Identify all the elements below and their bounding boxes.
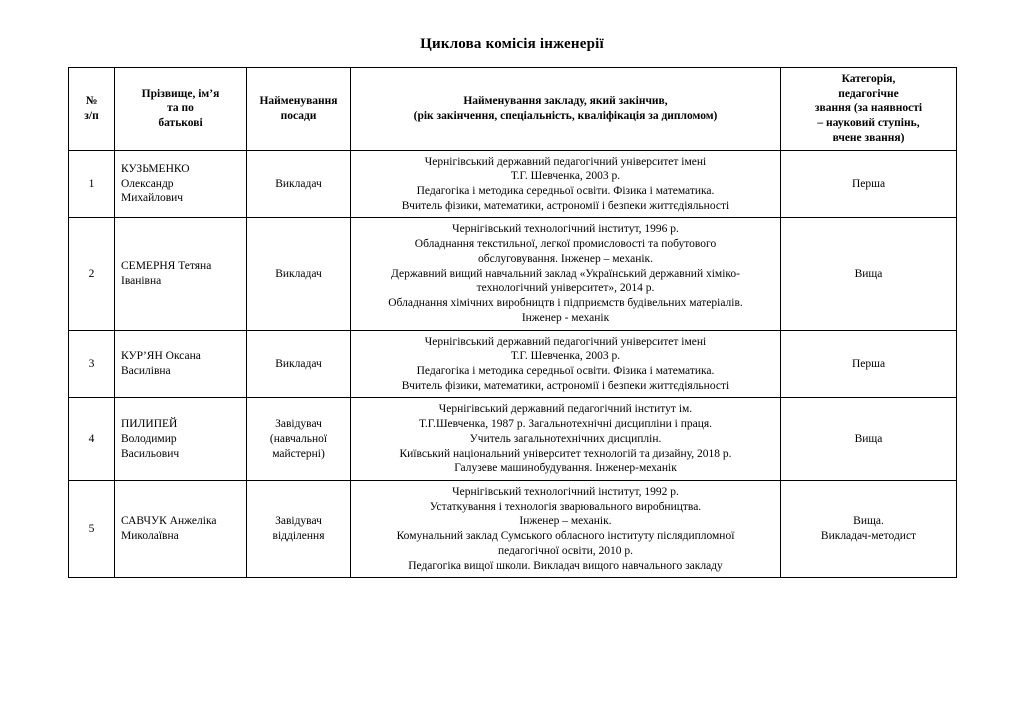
cell-fullname [115, 150, 247, 218]
cell-education [351, 218, 781, 330]
table-row [69, 480, 957, 577]
column-header-fullname [115, 68, 247, 151]
cell-education [351, 330, 781, 398]
cell-fullname-line: СЕМЕРНЯ Тетяна [121, 260, 212, 273]
teachers-table [68, 67, 957, 578]
cell-fullname-line: Миколаївна [121, 530, 179, 543]
cell-position [247, 480, 351, 577]
cell-education-line: Вчитель фізики, математики, астрономії і безпеки життєдіяльності [401, 379, 730, 392]
cell-fullname-line: Васильович [121, 447, 180, 460]
cell-fullname-line: САВЧУК Анжеліка [121, 515, 217, 528]
column-header-number [69, 68, 115, 151]
column-header-number-line1: № [85, 95, 98, 108]
column-header-education [351, 68, 781, 151]
cell-education-line: педагогічної освіти, 2010 р. [497, 544, 634, 557]
cell-education-line: Галузеве машинобудування. Інженер-механік [454, 462, 677, 475]
table-row [69, 398, 957, 481]
cell-number: 5 [69, 480, 115, 577]
column-header-number-line2: з/п [84, 109, 99, 122]
table-body [69, 150, 957, 578]
cell-number: 3 [69, 330, 115, 398]
cell-education-line: Педагогіка і методика середньої освіти. Фізика і математика. [416, 364, 715, 377]
cell-number: 2 [69, 218, 115, 330]
cell-position-line: (навчальної [269, 432, 328, 445]
page-title: Циклова комісія інженерії [420, 36, 604, 52]
cell-position-line: Викладач [275, 177, 322, 190]
cell-fullname [115, 480, 247, 577]
cell-category [781, 218, 957, 330]
cell-education-line: Педагогіка вищої школи. Викладач вищого навчального закладу [408, 559, 723, 572]
cell-position [247, 218, 351, 330]
column-header-category-line4: – науковий ступінь, [817, 117, 920, 130]
cell-education-line: Т.Г. Шевченка, 2003 р. [510, 170, 621, 183]
column-header-fullname-line2: та по [167, 102, 194, 115]
cell-category-line: Викладач-методист [820, 530, 917, 543]
cell-education [351, 480, 781, 577]
cell-fullname-line: Михайлович [121, 192, 184, 205]
cell-position-line: Викладач [275, 267, 322, 280]
cell-position-line: Викладач [275, 357, 322, 370]
column-header-fullname-line1: Прізвище, ім’я [141, 87, 220, 100]
cell-fullname [115, 218, 247, 330]
table-header [69, 68, 957, 151]
cell-education-line: Київський національний університет технологій та дизайну, 2018 р. [399, 447, 732, 460]
cell-position-line: майстерні) [272, 447, 325, 460]
column-header-category-line2: педагогічне [838, 87, 899, 100]
cell-education-line: Чернігівський державний педагогічний інститут ім. [438, 403, 693, 416]
cell-education-line: Комунальний заклад Сумського обласного інституту післядипломної [396, 530, 735, 543]
cell-fullname-line: КУЗЬМЕНКО [121, 162, 190, 175]
cell-education-line: Чернігівський технологічний інститут, 1996 р. [452, 223, 679, 236]
cell-fullname [115, 330, 247, 398]
column-header-position-line2: посади [280, 109, 317, 122]
column-header-category-line5: вчене звання) [832, 131, 905, 144]
cell-education-line: Вчитель фізики, математики, астрономії і безпеки життєдіяльності [401, 199, 730, 212]
cell-position-line: Завідувач [275, 418, 322, 431]
cell-education-line: Чернігівський державний педагогічний університет імені [424, 155, 707, 168]
cell-education-line: Інженер - механік [521, 311, 610, 324]
cell-category [781, 480, 957, 577]
cell-fullname [115, 398, 247, 481]
table-row [69, 330, 957, 398]
cell-category-line: Вища [854, 267, 883, 280]
cell-education-line: Чернігівський технологічний інститут, 1992 р. [452, 485, 679, 498]
cell-education-line: обслуговування. Інженер – механік. [477, 252, 654, 265]
cell-position-line: Завідувач [275, 515, 322, 528]
cell-fullname-line: Василівна [121, 364, 171, 377]
cell-position [247, 330, 351, 398]
cell-number: 4 [69, 398, 115, 481]
cell-education-line: Інженер – механік. [519, 515, 612, 528]
table-row [69, 150, 957, 218]
cell-education-line: Обладнання текстильної, легкої промисловості та побутового [414, 238, 717, 251]
cell-category-line: Вища [854, 432, 883, 445]
cell-fullname-line: Іванівна [121, 274, 162, 287]
column-header-category [781, 68, 957, 151]
cell-fullname-line: Олександр [121, 177, 174, 190]
cell-fullname-line: ПИЛИПЕЙ [121, 418, 178, 431]
cell-position-line: відділення [272, 530, 325, 543]
cell-number: 1 [69, 150, 115, 218]
cell-education-line: Устаткування і технологія зварювального виробництва. [429, 500, 702, 513]
cell-category-line: Перша [851, 357, 886, 370]
cell-position [247, 398, 351, 481]
cell-fullname-line: Володимир [121, 432, 177, 445]
column-header-education-line1: Найменування закладу, який закінчив, [463, 95, 668, 108]
cell-education-line: технологічний університет», 2014 р. [476, 282, 655, 295]
cell-category [781, 398, 957, 481]
cell-category [781, 150, 957, 218]
column-header-position [247, 68, 351, 151]
cell-education-line: Учитель загальнотехнічних дисциплін. [469, 432, 662, 445]
column-header-category-line3: звання (за наявності [814, 102, 923, 115]
cell-fullname-line: КУР’ЯН Оксана [121, 350, 201, 363]
cell-education-line: Педагогіка і методика середньої освіти. Фізика і математика. [416, 185, 715, 198]
column-header-position-line1: Найменування [259, 95, 338, 108]
cell-category-line: Вища. [853, 515, 884, 528]
cell-education [351, 398, 781, 481]
cell-education [351, 150, 781, 218]
cell-education-line: Т.Г.Шевченка, 1987 р. Загальнотехнічні дисципліни і праця. [418, 418, 713, 431]
column-header-education-line2: (рік закінчення, спеціальність, кваліфікація за дипломом) [413, 109, 718, 122]
cell-education-line: Обладнання хімічних виробництв і підприємств будівельних матеріалів. [388, 297, 743, 310]
table-row [69, 218, 957, 330]
cell-education-line: Державний вищий навчальний заклад «Український державний хіміко- [391, 267, 740, 280]
cell-category-line: Перша [851, 177, 886, 190]
cell-category [781, 330, 957, 398]
cell-education-line: Т.Г. Шевченка, 2003 р. [510, 350, 621, 363]
cell-position [247, 150, 351, 218]
column-header-fullname-line3: батькові [158, 117, 203, 130]
column-header-category-line1: Категорія, [841, 73, 896, 85]
table-header-row [69, 68, 957, 151]
cell-education-line: Чернігівський державний педагогічний університет імені [424, 335, 707, 348]
